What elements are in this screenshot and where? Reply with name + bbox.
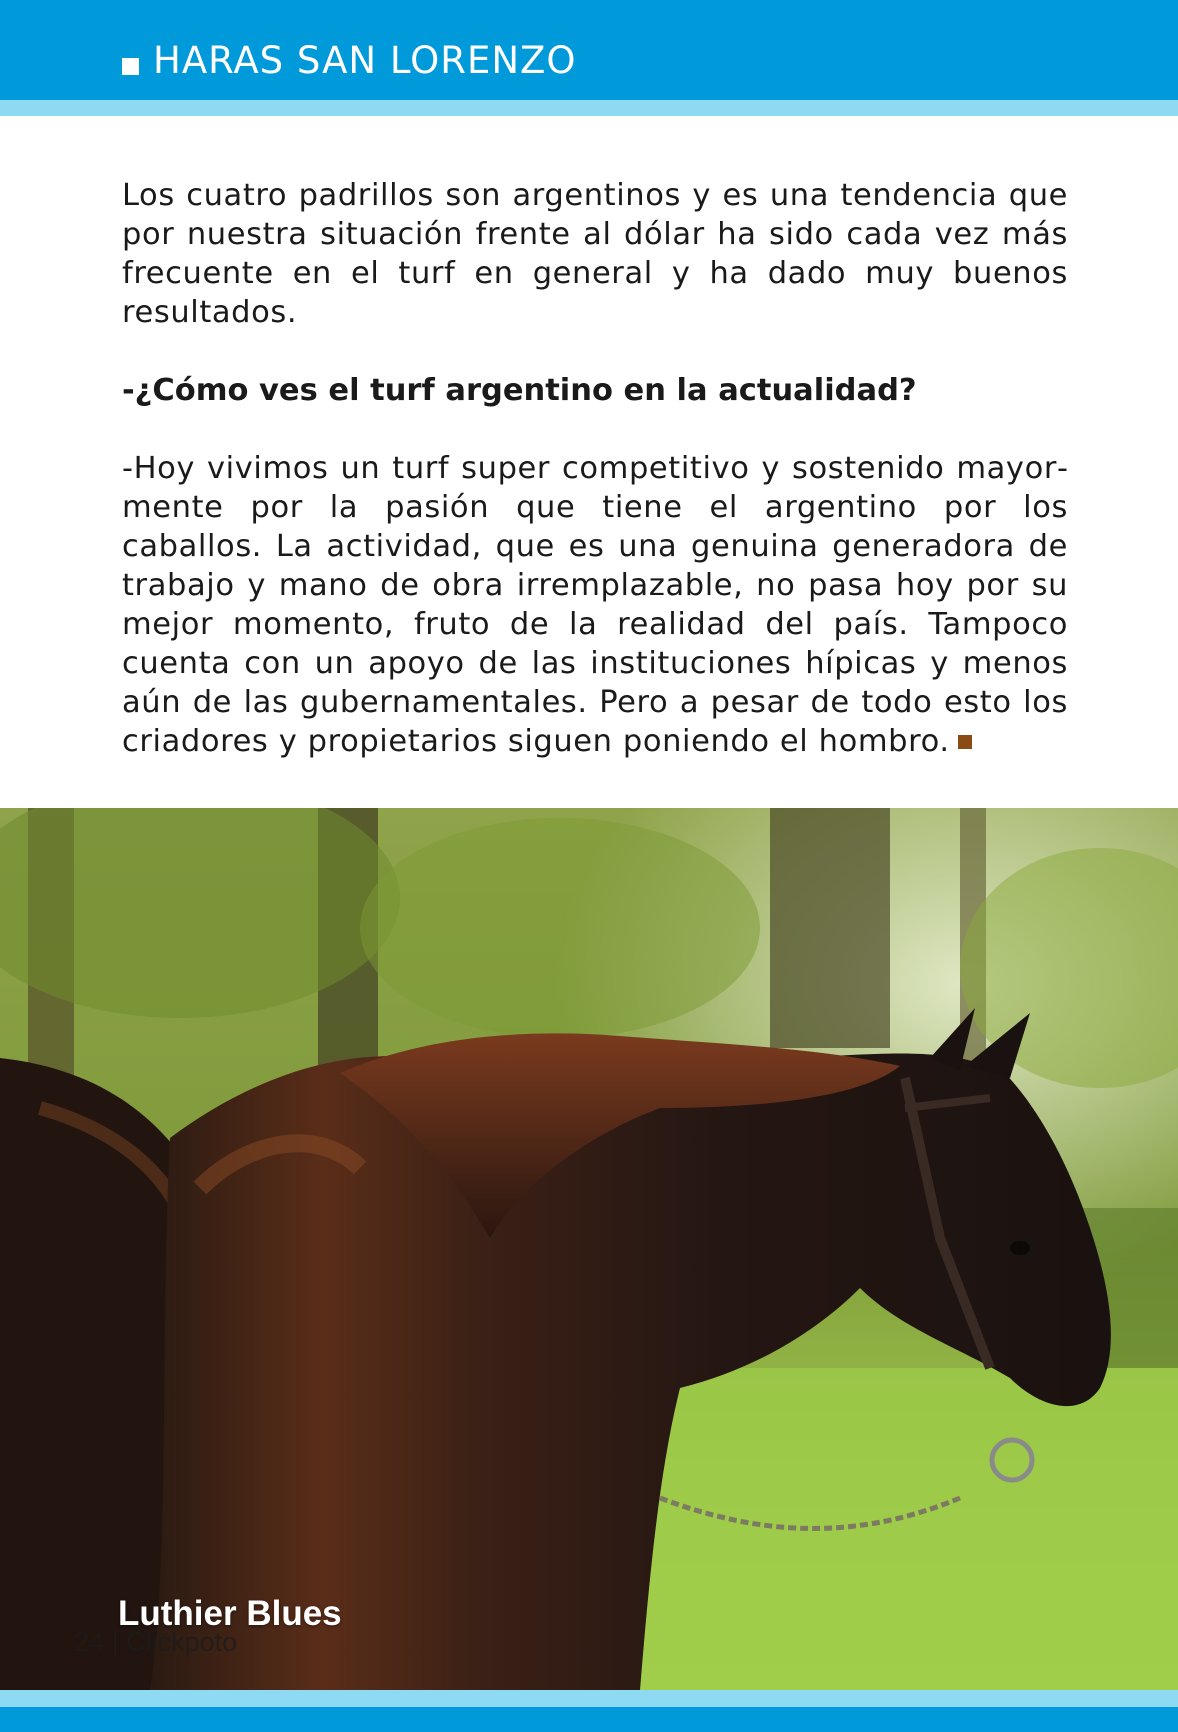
page-header [0, 0, 1178, 100]
article-body [122, 176, 1068, 761]
photo-caption: Luthier Blues [118, 1594, 342, 1633]
article-paragraph: Los cuatro padrillos son argentinos y es una tendencia que por nuestra situación frente al dólar ha sido cada vez más frecuente en el turf en general y ha dado muy buenos resultados. [122, 178, 1068, 330]
footer-stripe [0, 1690, 1178, 1707]
end-of-article-icon [958, 735, 972, 749]
header-square-icon [122, 58, 139, 75]
page-footer [0, 1707, 1178, 1732]
section-title: HARAS SAN LORENZO [153, 39, 577, 82]
page-number-credit: 24 | Clickpoto [74, 1627, 238, 1657]
answer-text: -Hoy vivimos un turf super competitivo y sostenido mayormente por la pasión que tiene el argentino por los caballos. La actividad, que es una genuina generadora de trabajo y mano de obra irremplazable, no pasa hoy por su mejor momento, fruto de la realidad del país. Tampoco cuenta con un apoyo de las instituciones hípicas y menos aún de las gubernamentales. Pero a pesar de todo esto los criadores y propietarios siguen poniendo el hombro. [122, 451, 1068, 759]
header-stripe [0, 100, 1178, 116]
interview-question: -¿Cómo ves el turf argentino en la actualidad? [122, 373, 917, 408]
horse-photo [0, 808, 1178, 1690]
interview-answer [122, 449, 1068, 761]
